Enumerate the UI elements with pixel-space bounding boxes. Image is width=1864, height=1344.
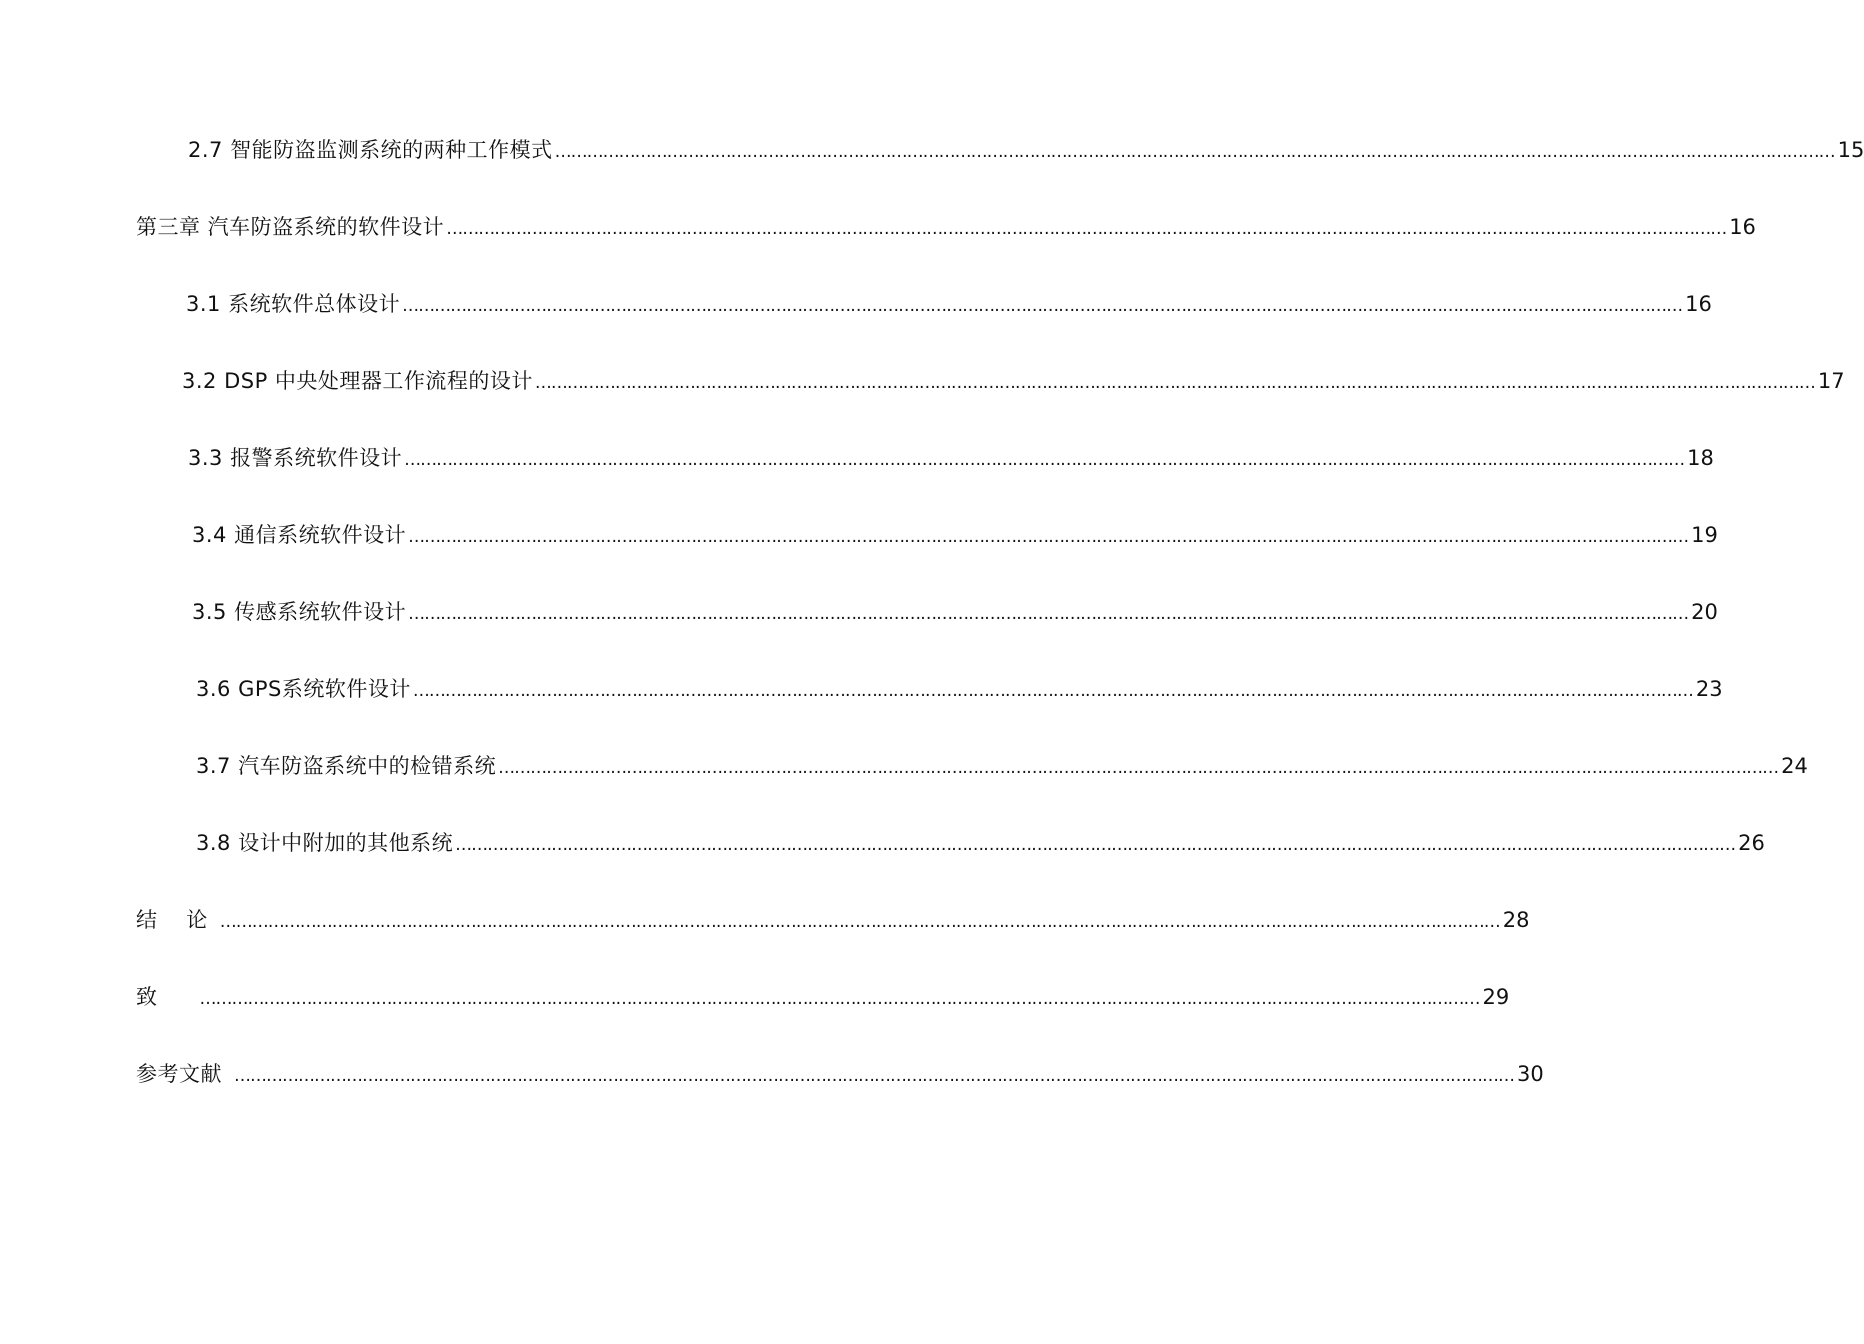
toc-entry[interactable] <box>186 289 1712 319</box>
dot-leader: …………………………………………………………………………………………………………………………………………………………………………………………………………………… <box>234 1066 1514 1086</box>
toc-entry[interactable] <box>192 520 1718 550</box>
toc-entry[interactable] <box>188 443 1714 473</box>
dot-leader: …………………………………………………………………………………………………………………………………………………………………………………………………………………… <box>412 681 1693 701</box>
toc-entry[interactable] <box>196 751 1808 781</box>
toc-entry-page: 30 <box>1517 1062 1544 1086</box>
toc-entry[interactable] <box>188 135 1864 165</box>
toc-entry[interactable] <box>136 1059 1544 1089</box>
toc-entry[interactable] <box>192 597 1718 627</box>
toc-entry-page: 24 <box>1781 754 1808 778</box>
toc-entry[interactable] <box>196 674 1723 704</box>
toc-entry-title: 3.5 传感系统软件设计 <box>192 600 407 624</box>
toc-entry-title: 第三章 汽车防盗系统的软件设计 <box>136 215 445 239</box>
dot-leader: …………………………………………………………………………………………………………………………………………………………………………………………………………………… <box>498 758 1779 778</box>
toc-entry-title: 3.8 设计中附加的其他系统 <box>196 831 454 855</box>
toc-entry-page: 29 <box>1482 985 1510 1009</box>
toc-entry-page: 18 <box>1687 446 1714 470</box>
dot-leader: …………………………………………………………………………………………………………………………………………………………………………………………………………………… <box>554 142 1835 162</box>
dot-leader: …………………………………………………………………………………………………………………………………………………………………………………………………………………… <box>199 989 1480 1009</box>
dot-leader: …………………………………………………………………………………………………………………………………………………………………………………………………………………… <box>408 527 1689 547</box>
toc-entry-title: 3.4 通信系统软件设计 <box>192 523 407 547</box>
toc-entry[interactable] <box>136 212 1756 242</box>
toc-entry[interactable] <box>182 366 1845 396</box>
toc-entry[interactable] <box>136 982 1510 1012</box>
toc-entry-page: 16 <box>1685 292 1712 316</box>
toc-entry-title: 致 <box>136 985 158 1009</box>
toc-entry-title: 结 论 <box>136 908 208 932</box>
toc-entry-page: 19 <box>1691 523 1718 547</box>
toc-entry-page: 26 <box>1738 831 1765 855</box>
dot-leader: …………………………………………………………………………………………………………………………………………………………………………………………………………………… <box>219 912 1500 932</box>
dot-leader: …………………………………………………………………………………………………………………………………………………………………………………………………………………… <box>534 373 1815 393</box>
toc-entry-page: 28 <box>1502 908 1530 932</box>
toc-entry-page: 17 <box>1817 369 1845 393</box>
toc-entry-title: 3.6 GPS系统软件设计 <box>196 677 411 701</box>
toc-entry[interactable] <box>196 828 1765 858</box>
dot-leader: …………………………………………………………………………………………………………………………………………………………………………………………………………………… <box>408 604 1689 624</box>
toc-entry-title: 3.7 汽车防盗系统中的检错系统 <box>196 754 497 778</box>
toc-entry-page: 20 <box>1691 600 1718 624</box>
toc-entry[interactable] <box>136 905 1530 935</box>
toc-entry-title: 3.1 系统软件总体设计 <box>186 292 401 316</box>
toc-entry-title: 3.2 DSP 中央处理器工作流程的设计 <box>182 369 533 393</box>
dot-leader: …………………………………………………………………………………………………………………………………………………………………………………………………………………… <box>404 450 1685 470</box>
toc-entry-title: 参考文献 <box>136 1062 222 1086</box>
dot-leader: …………………………………………………………………………………………………………………………………………………………………………………………………………………… <box>402 296 1683 316</box>
dot-leader: …………………………………………………………………………………………………………………………………………………………………………………………………………………… <box>446 219 1727 239</box>
toc-entry-page: 16 <box>1729 215 1756 239</box>
toc-entry-page: 23 <box>1695 677 1723 701</box>
dot-leader: …………………………………………………………………………………………………………………………………………………………………………………………………………………… <box>455 835 1736 855</box>
toc-entry-title: 2.7 智能防盗监测系统的两种工作模式 <box>188 138 553 162</box>
toc-entry-page: 15 <box>1837 138 1864 162</box>
toc-entry-title: 3.3 报警系统软件设计 <box>188 446 403 470</box>
